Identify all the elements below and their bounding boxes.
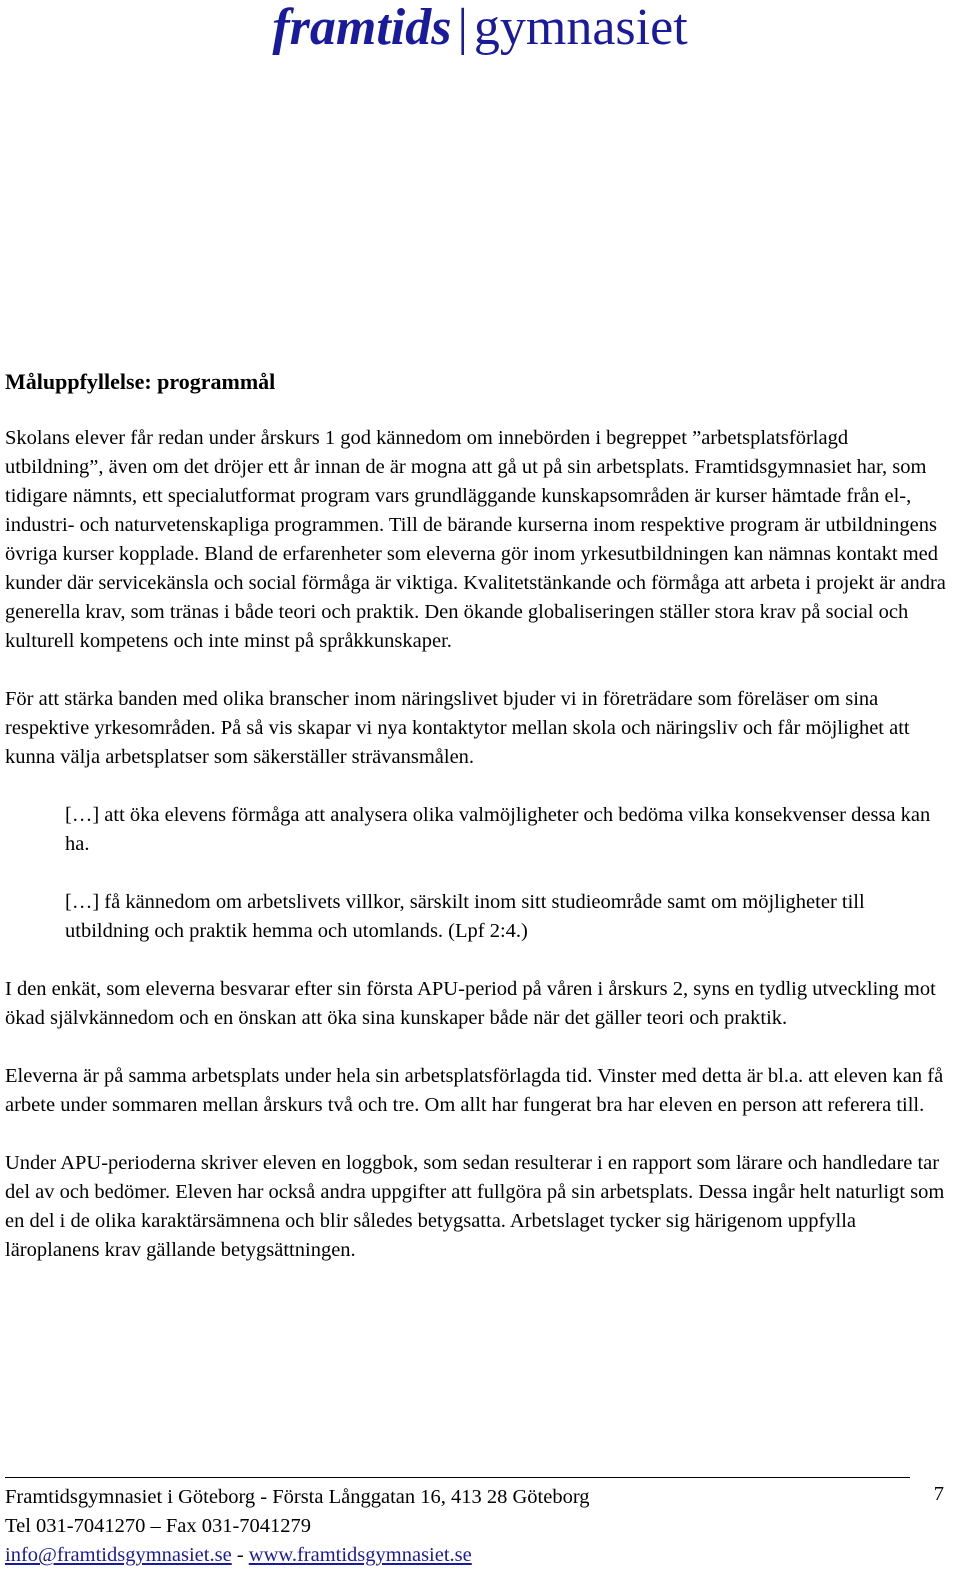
page-footer bbox=[5, 1483, 905, 1570]
paragraph-intro: Skolans elever får redan under årskurs 1 god kännedom om innebörden i begreppet ”arbetsplatsförlagd utbildning”, även om det dröjer ett år innan de är mogna att gå ut på sin arbetsplats. Framtidsgymnasiet har, som tidigare nämnts, ett specialutformat program vars grundläggande kunskapsområden är kurser hämtade från el-, industri- och naturvetenskapliga programmen. Till de bärande kurserna inom respektive program är utbildningens övriga kurser kopplade. Bland de erfarenheter som eleverna gör inom yrkesutbildningen kan nämnas kontakt med kunder där servicekänsla och social förmåga är viktiga. Kvalitetstänkande och förmåga att arbeta i projekt är andra generella krav, som tränas i både teori och praktik. Den ökande globaliseringen ställer stora krav på social och kulturell kompetens och inte minst på språkkunskaper. bbox=[5, 427, 946, 652]
footer-phone-fax: Tel 031-7041270 – Fax 031-7041279 bbox=[5, 1515, 312, 1537]
footer-address: Framtidsgymnasiet i Göteborg - Första Långgatan 16, 413 28 Göteborg bbox=[5, 1486, 590, 1508]
document-body bbox=[5, 424, 950, 1265]
paragraph-industry-contacts: För att stärka banden med olika branscher inom näringslivet bjuder vi in företrädare som föreläser om sina respektive yrkesområden. På så vis skapar vi nya kontaktytor mellan skola och näringsliv och får möjlighet att kunna välja arbetsplatser som säkerställer strävansmålen. bbox=[5, 688, 910, 768]
section-heading: Måluppfyllelse: programmål bbox=[5, 369, 276, 394]
logo-part-framtids: framtids bbox=[272, 0, 452, 56]
school-logo bbox=[0, 2, 960, 54]
footer-divider bbox=[5, 1477, 910, 1478]
footer-links bbox=[5, 1541, 905, 1570]
quote-working-life: […] få kännedom om arbetslivets villkor, särskilt inom sitt studieområde samt om möjligheter till utbildning och praktik hemma och utomlands. (Lpf 2:4.) bbox=[65, 891, 865, 942]
footer-link-separator: - bbox=[231, 1544, 249, 1566]
logo-separator: | bbox=[457, 0, 468, 56]
paragraph-workplace: Eleverna är på samma arbetsplats under hela sin arbetsplatsförlagda tid. Vinster med detta är bl.a. att eleven kan få arbete under sommaren mellan årskurs två och tre. Om allt har fungerat bra har eleven en person att referera till. bbox=[5, 1065, 944, 1116]
email-link[interactable]: info@framtidsgymnasiet.se bbox=[5, 1544, 232, 1566]
paragraph-survey: I den enkät, som eleverna besvarar efter sin första APU-period på våren i årskurs 2, syns en tydlig utveckling mot ökad självkännedom och en önskan att öka sina kunskaper både när det gäller teori och praktik. bbox=[5, 978, 936, 1029]
website-link[interactable]: www.framtidsgymnasiet.se bbox=[248, 1544, 472, 1566]
logo-part-gymnasiet: gymnasiet bbox=[473, 0, 688, 56]
page-number: 7 bbox=[933, 1483, 944, 1505]
quote-analysis: […] att öka elevens förmåga att analysera olika valmöjligheter och bedöma vilka konsekvenser dessa kan ha. bbox=[65, 804, 931, 855]
paragraph-logbook: Under APU-perioderna skriver eleven en loggbok, som sedan resulterar i en rapport som lärare och handledare tar del av och bedömer. Eleven har också andra uppgifter att fullgöra på sin arbetsplats. Dessa ingår helt naturligt som en del i de olika karaktärsämnena och blir således betygsatta. Arbetslaget tycker sig härigenom uppfylla läroplanens krav gällande betygsättningen. bbox=[5, 1152, 945, 1261]
